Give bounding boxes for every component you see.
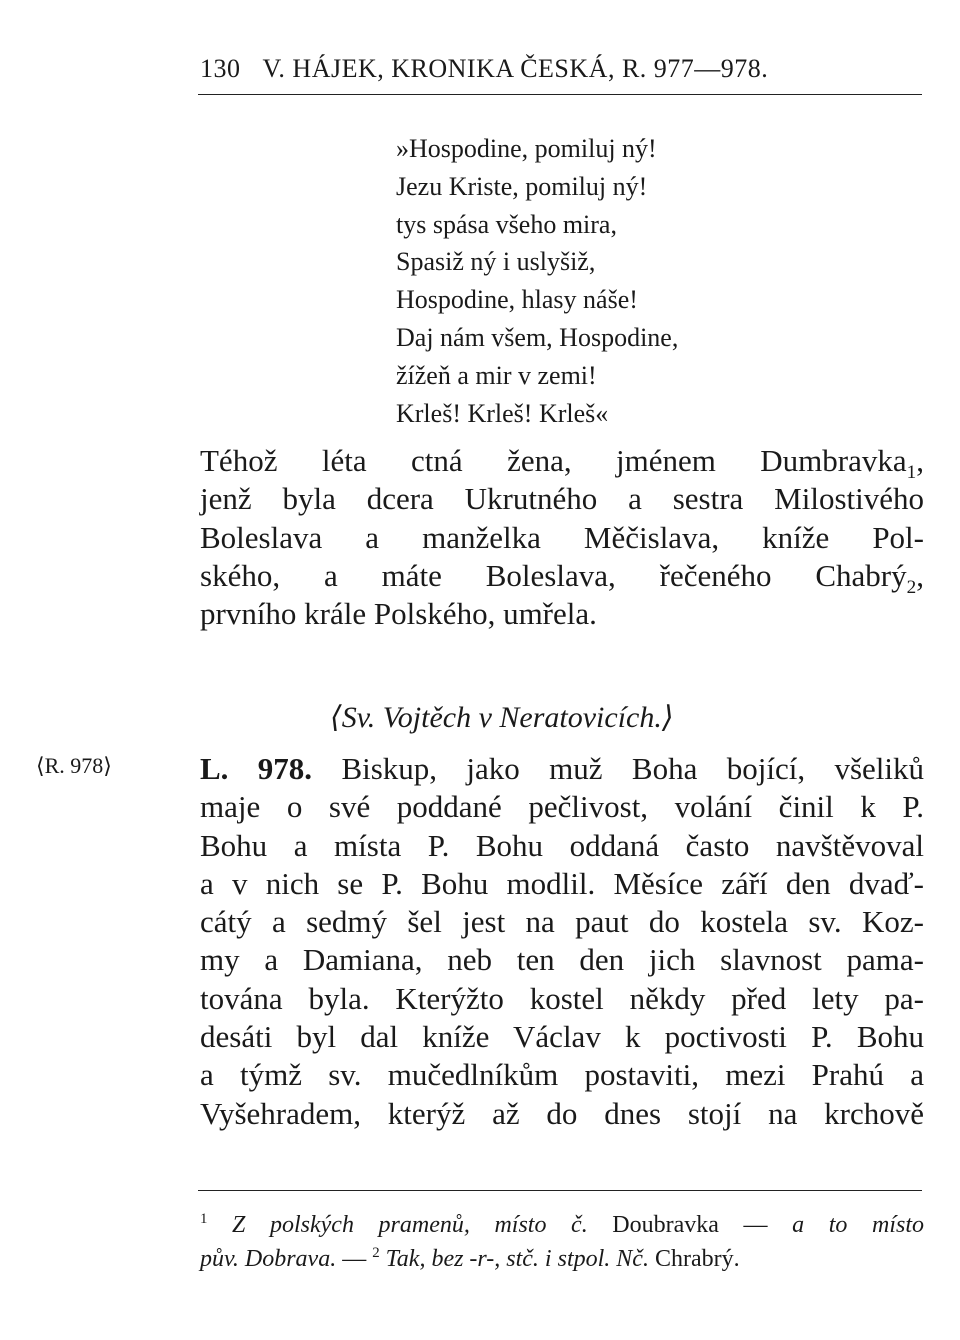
text-span: Doubravka —: [587, 1212, 793, 1238]
text-line: Bohu a místa P. Bohu oddaná často navštěvoval: [200, 827, 924, 863]
text-span: a to místo: [792, 1212, 924, 1238]
text-line: a týmž sv. mučedlníkům postaviti, mezi Prahú a: [200, 1057, 924, 1093]
text-line: desáti byl dal kníže Václav k poctivosti P. Bohu: [200, 1019, 924, 1055]
footnote-number: 1: [200, 1211, 208, 1227]
text-line: jenž byla dcera Ukrutného a sestra Milostivého: [200, 481, 924, 517]
text-line: [200, 750, 924, 788]
header-rule: [198, 94, 922, 95]
footnote-line: [200, 1242, 924, 1276]
paragraph-dumbravka: [200, 442, 924, 633]
text-span: —: [336, 1246, 373, 1272]
text-span: ského, a máte Boleslava, řečeného Chabrý: [200, 557, 907, 593]
margin-year-note: ⟨R. 978⟩: [36, 753, 112, 778]
text-span: Tak, bez -r-, stč. i stpol. Nč.: [379, 1246, 649, 1272]
footnote-ref-1: 1: [906, 462, 917, 484]
poem-line: tys spása všeho mira,: [396, 209, 617, 239]
poem-line: Daj nám všem, Hospodine,: [396, 322, 679, 352]
paragraph-biskup: [200, 750, 924, 1133]
text-line: Boleslava a manželka Měčislava, kníže Pol-: [200, 519, 924, 555]
running-title: V. HÁJEK, KRONIKA ČESKÁ, R. 977—978.: [262, 54, 769, 83]
text-line: my a Damiana, neb ten den jich slavnost pama-: [200, 942, 924, 978]
text-span: Biskup, jako muž Boha bojící, všeliků: [312, 751, 924, 786]
year-lead: L. 978.: [200, 751, 313, 786]
text-line: tována byla. Kterýžto kostel někdy před lety pa-: [200, 980, 924, 1016]
text-line: [200, 557, 924, 599]
text-span: ,: [916, 443, 924, 478]
footnote-number: 2: [372, 1245, 380, 1261]
text-span: pův. Dobrava.: [200, 1246, 337, 1272]
poem-line: Spasiž ný i uslyšiž,: [396, 247, 596, 277]
poem-line: Hospodine, hlasy náše!: [396, 285, 638, 315]
footnotes: [200, 1208, 924, 1276]
text-line: [200, 442, 924, 484]
footnote-rule: [198, 1190, 922, 1191]
page-number: 130: [200, 54, 241, 83]
text-line: a v nich se P. Bohu modlil. Měsíce září den dvaď-: [200, 865, 924, 901]
text-span: Téhož léta ctná žena, jménem Dumbravka: [200, 443, 907, 478]
poem-line: žížeň a mir v zemi!: [396, 360, 597, 390]
section-title: ⟨Sv. Vojtěch v Neratovicích.⟩: [330, 701, 674, 734]
text-span: Chrabrý.: [648, 1246, 740, 1272]
footnote-ref-2: 2: [906, 577, 917, 599]
text-line: maje o své poddané pečlivost, volání činil k P.: [200, 789, 924, 825]
poem-line: »Hospodine, pomiluj ný!: [396, 134, 657, 163]
footnote-line: [200, 1208, 924, 1242]
poem-line: Jezu Kriste, pomiluj ný!: [396, 171, 648, 201]
poem-line: Krleš! Krleš! Krleš«: [396, 398, 609, 428]
text-line: Vyšehradem, kterýž až do dnes stojí na krchově: [200, 1095, 924, 1131]
running-header: [200, 54, 920, 84]
text-line: cátý a sedmý šel jest na paut do kostela sv. Koz-: [200, 904, 924, 940]
text-span: Z polských pramenů, místo č.: [207, 1212, 588, 1238]
text-span: ,: [916, 557, 924, 593]
poem: [396, 130, 678, 432]
text-line: prvního krále Polského, umřela.: [200, 596, 597, 632]
